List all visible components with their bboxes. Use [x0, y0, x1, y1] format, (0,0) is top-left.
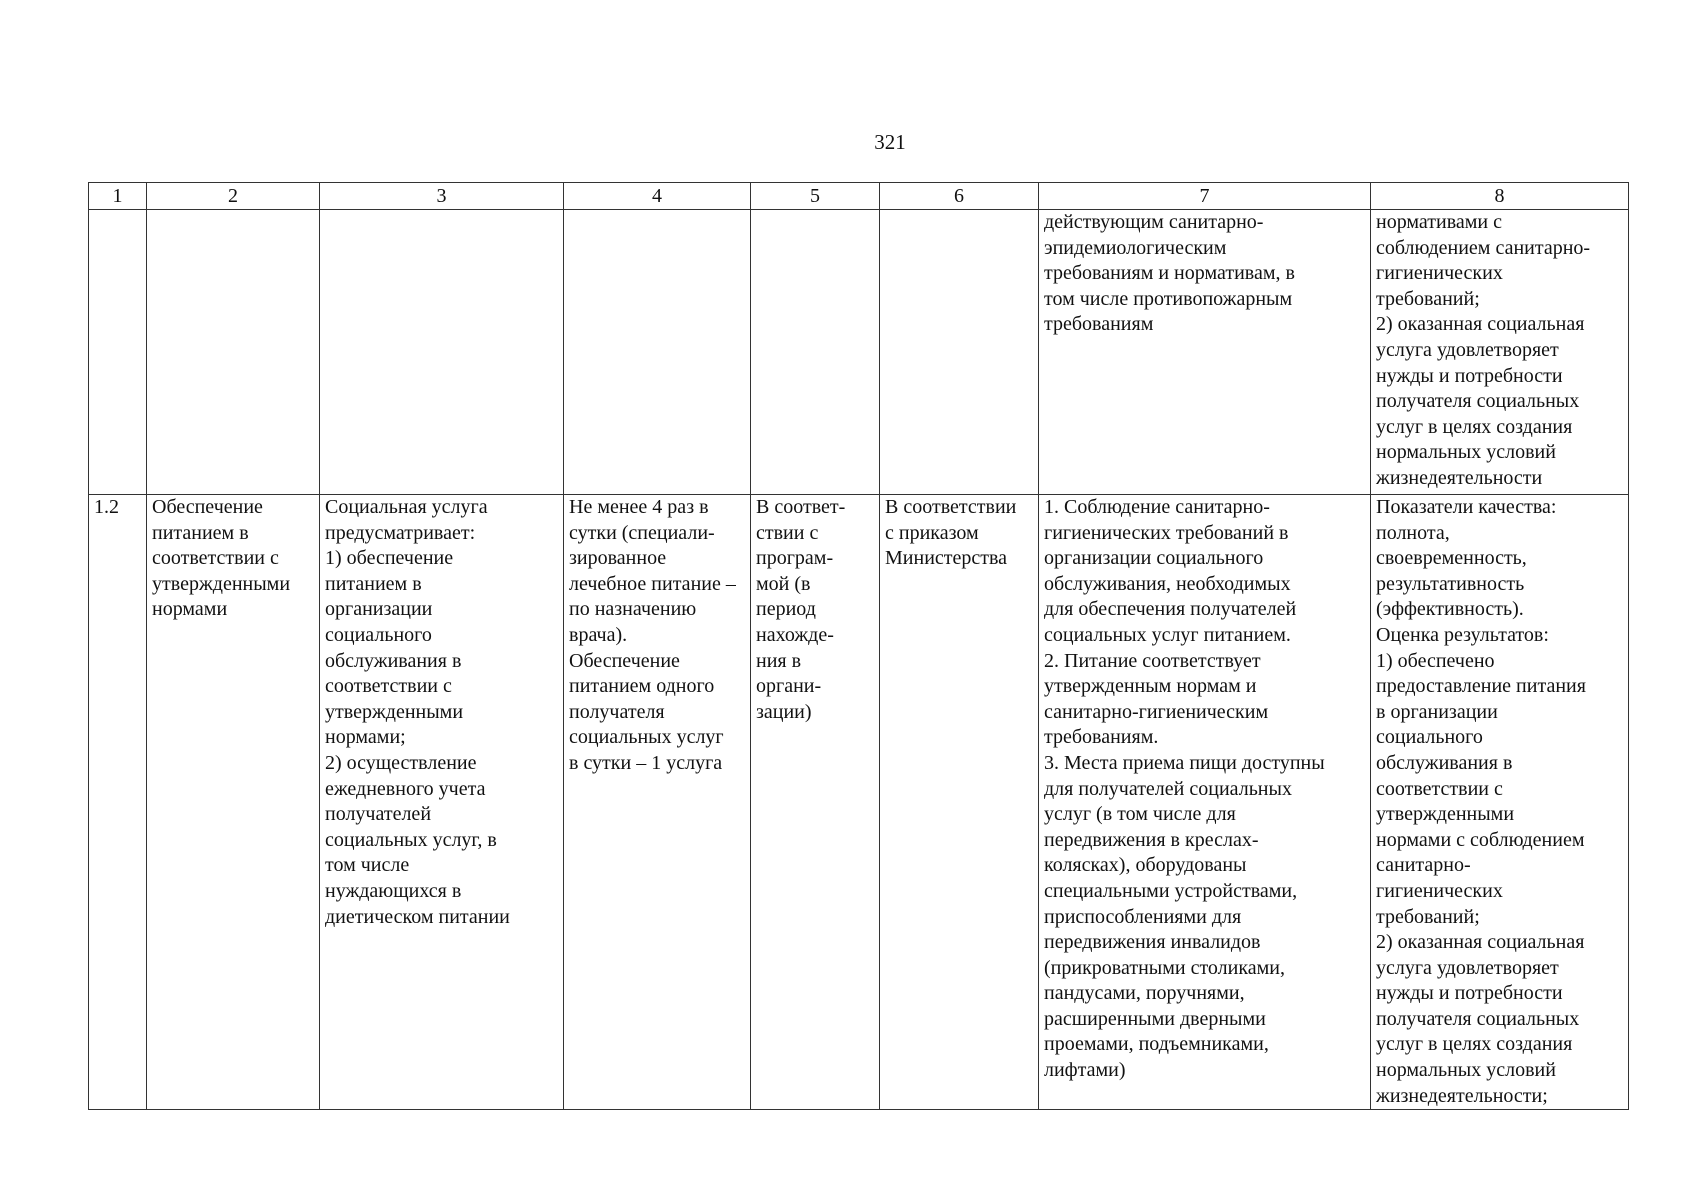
- column-number-3: 3: [320, 183, 564, 210]
- cont-cell-volume: [564, 210, 751, 495]
- column-number-2: 2: [147, 183, 320, 210]
- column-number-8: 8: [1371, 183, 1629, 210]
- row-cell-rate: В соответствии с приказом Министерства: [880, 495, 1039, 1110]
- table-row-1-2: [89, 495, 1629, 1110]
- cont-cell-conditions: действующим санитарно- эпидемиологическим требованиям и нормативам, в том числе противопожарным требованиям: [1039, 210, 1371, 495]
- cont-cell-service-name: [147, 210, 320, 495]
- row-cell-timing: В соответ- ствии с програм- мой (в период нахожде- ния в органи- зации): [751, 495, 880, 1110]
- row-cell-service-name: Обеспечение питанием в соответствии с утвержденными нормами: [147, 495, 320, 1110]
- cont-cell-description: [320, 210, 564, 495]
- column-number-4: 4: [564, 183, 751, 210]
- column-number-row: [89, 183, 1629, 210]
- row-cell-conditions: 1. Соблюдение санитарно- гигиенических требований в организации социального обслуживания, необходимых для обеспечения получателей социальных услуг питанием. 2. Питание соответствует утвержденным нормам и санитарно-гигиеническим требованиям. 3. Места приема пищи доступны для получателей социальных услуг (в том числе для передвижения в креслах- колясках), оборудованы специальными устройствами, приспособлениями для передвижения инвалидов (прикроватными столиками, пандусами, поручнями, расширенными дверными проемами, подъемниками, лифтами): [1039, 495, 1371, 1110]
- row-cell-number: 1.2: [89, 495, 147, 1110]
- row-cell-quality: Показатели качества: полнота, своевременность, результативность (эффективность). Оценка результатов: 1) обеспечено предоставление питания в организации социального обслуживания в соответствии с утвержденными нормами с соблюдением санитарно- гигиенических требований; 2) оказанная социальная услуга удовлетворяет нужды и потребности получателя социальных услуг в целях создания нормальных условий жизнедеятельности;: [1371, 495, 1629, 1110]
- row-cell-description: Социальная услуга предусматривает: 1) обеспечение питанием в организации социального обслуживания в соответствии с утвержденными нормами; 2) осуществление ежедневного учета получателей социальных услуг, в том числе нуждающихся в диетическом питании: [320, 495, 564, 1110]
- services-table: [88, 182, 1629, 1110]
- column-number-1: 1: [89, 183, 147, 210]
- column-number-7: 7: [1039, 183, 1371, 210]
- cont-cell-timing: [751, 210, 880, 495]
- column-number-5: 5: [751, 183, 880, 210]
- cont-cell-rate: [880, 210, 1039, 495]
- row-cell-volume: Не менее 4 раз в сутки (специали- зированное лечебное питание – по назначению врача). Обеспечение питанием одного получателя социальных услуг в сутки – 1 услуга: [564, 495, 751, 1110]
- column-number-6: 6: [880, 183, 1039, 210]
- table-row-continuation: [89, 210, 1629, 495]
- cont-cell-quality: нормативами с соблюдением санитарно- гигиенических требований; 2) оказанная социальная услуга удовлетворяет нужды и потребности получателя социальных услуг в целях создания нормальных условий жизнедеятельности: [1371, 210, 1629, 495]
- cont-cell-number: [89, 210, 147, 495]
- page-number: 321: [874, 130, 906, 154]
